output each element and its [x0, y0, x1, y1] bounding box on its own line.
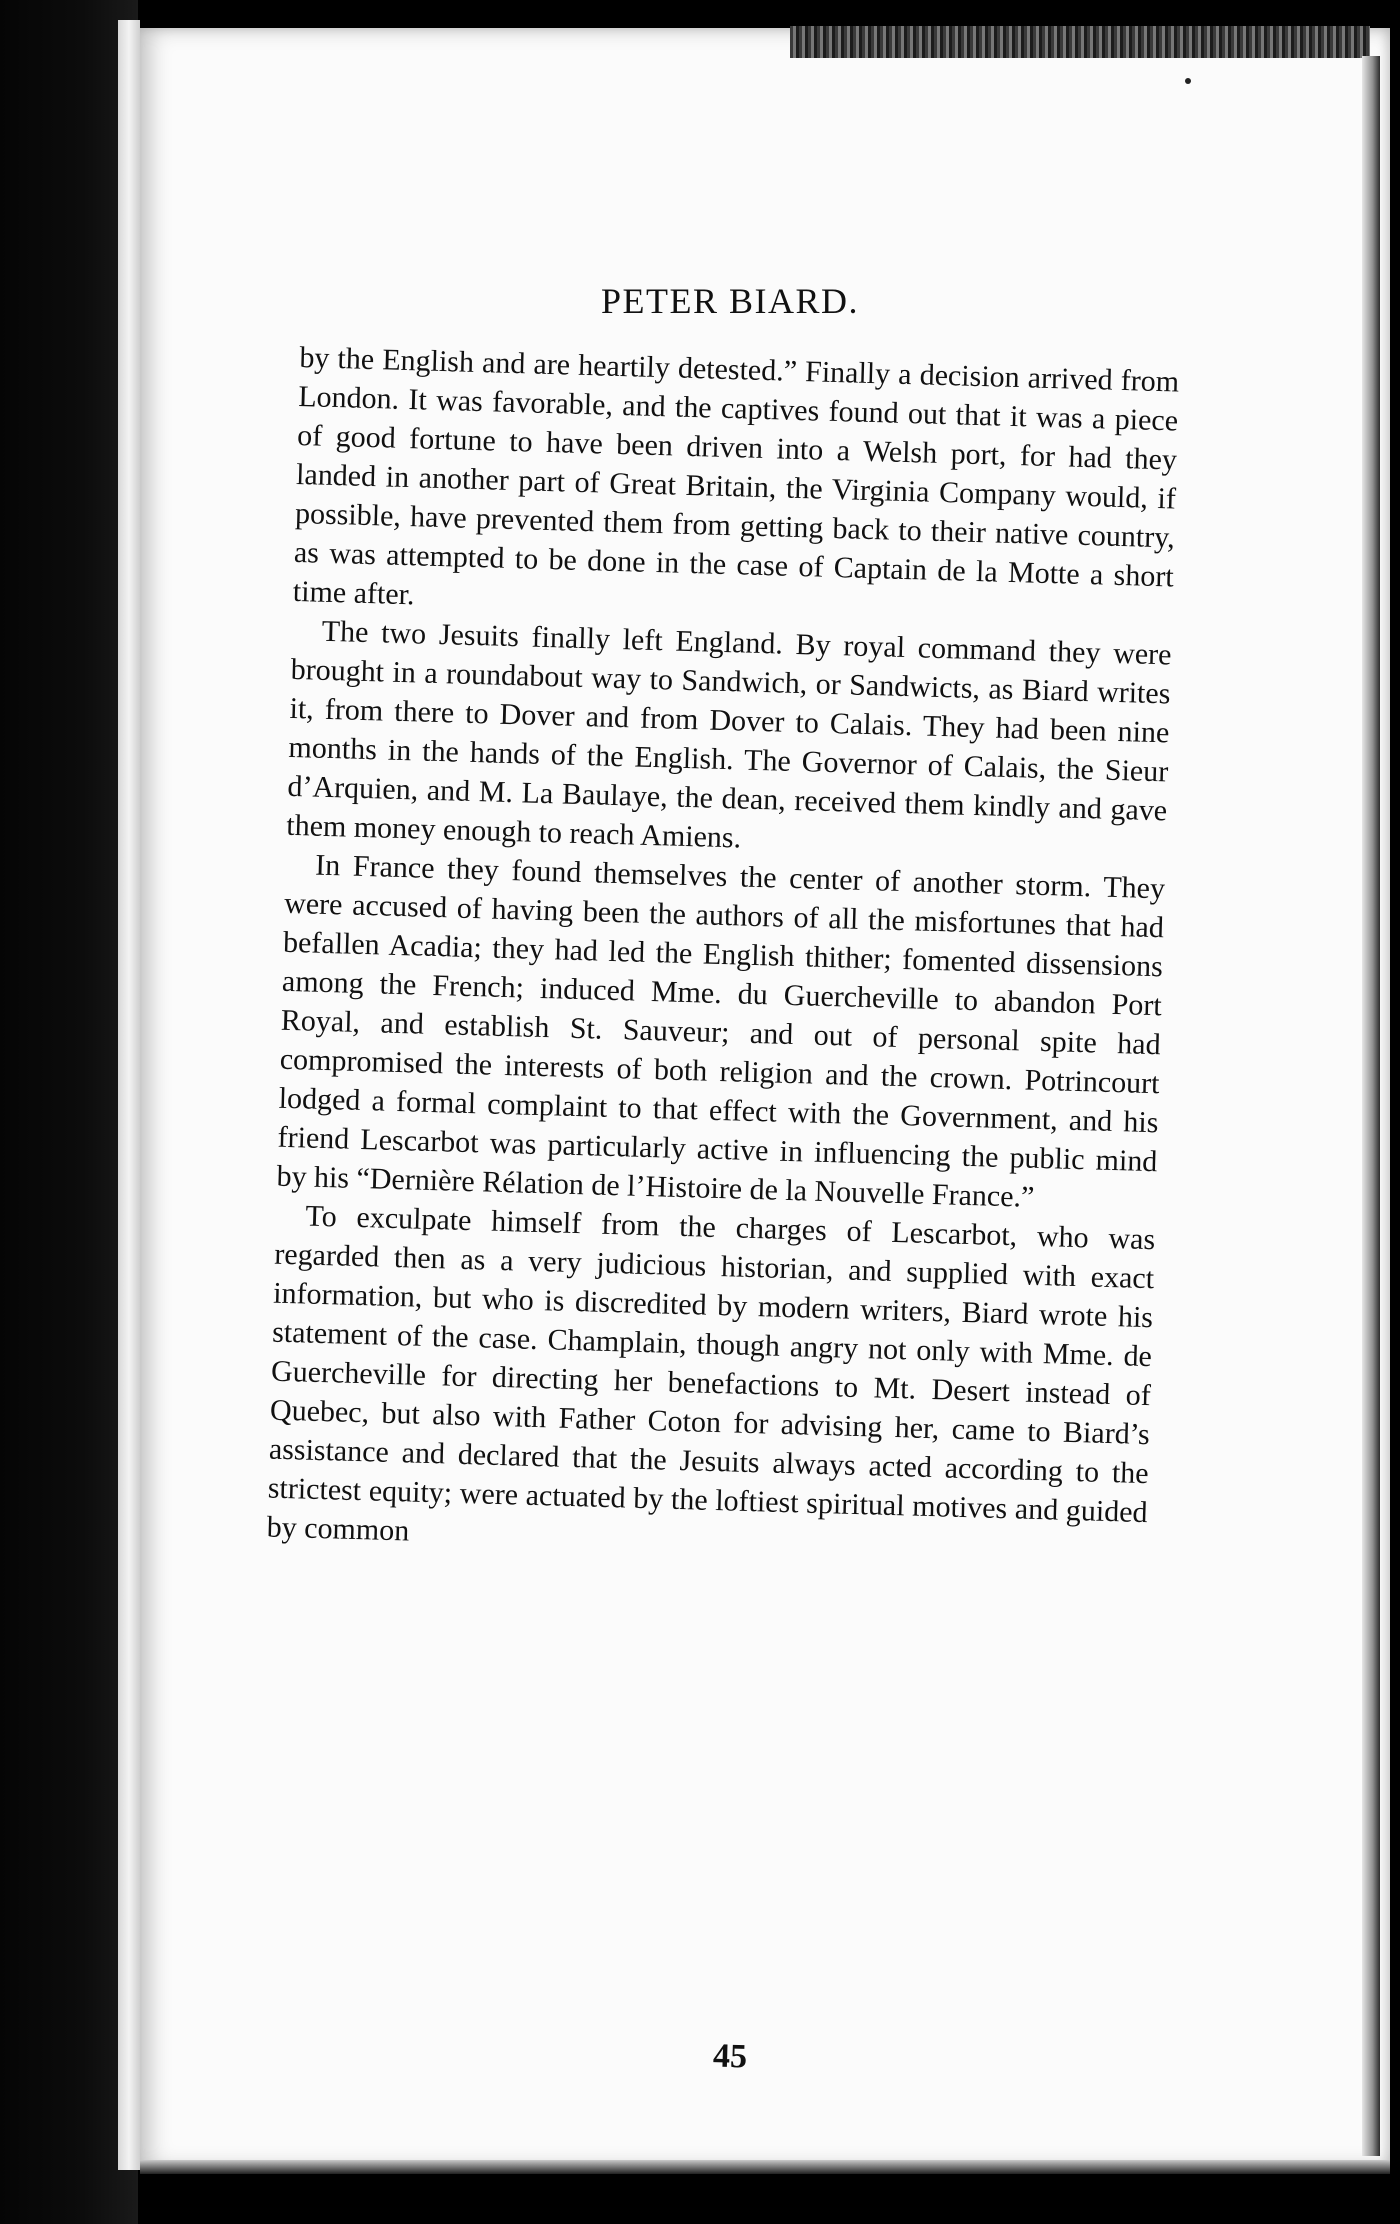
page-fore-edge [1362, 56, 1380, 2156]
facing-page-edge [118, 20, 140, 2170]
scan-top-border [790, 26, 1370, 58]
body-text [266, 338, 1179, 1571]
page-bottom-edge [140, 2160, 1390, 2174]
page-number: 45 [712, 2037, 748, 2076]
paragraph: by the English and are heartily detested.” Finally a decision arrived from London. It was favorable, and the captives found out that it was a piece of good fortune to have been driven into a Welsh port, for had they landed in another part of Great Britain, the Virginia Company would, if possible, have prevented them from getting back to their native country, as was attempted to be done in the case of Captain de la Motte a short time after. [292, 340, 1180, 612]
running-head: PETER BIARD. [600, 281, 859, 321]
paragraph: To exculpate himself from the charges of Lescarbot, who was regarded then as a very judicious historian, and supplied with exact information, but who is discredited by modern writers, Biard wrote his statement of the case. Champlain, though angry not only with Mme. de Guercheville for directing her benefactions to Mt. Desert instead of Quebec, but also with Father Coton for advising her, came to Biard’s assistance and declared that the Jesuits always acted according to the strictest equity; were actuated by the loftiest spiritual motives and guided by common [266, 1199, 1156, 1548]
paragraph: The two Jesuits finally left England. By royal command they were brought in a roundabout way to Sandwich, or Sandwicts, as Biard writes it, from there to Dover and from Dover to Calais. They had been nine months in the hands of the English. The Governor of Calais, the Sieur d’Arquien, and M. La Baulaye, the dean, received them kindly and gave them money enough to reach Amiens. [285, 614, 1172, 855]
paragraph: In France they found themselves the center of another storm. They were accused of having been the authors of all the misfortunes that had befallen Acadia; they had led the English thither; fomented dissensions among the French; induced Mme. du Guercheville to abandon Port Royal, and establish St. Sauveur; and out of personal spite had compromised the interests of both religion and the crown. Potrincourt lodged a formal complaint to that effect with the Government, and his friend Lescarbot was particularly active in influencing the public mind by his “Dernière Rélation de l’Histoire de la Nouvelle France.” [276, 848, 1166, 1214]
speck-mark [1185, 78, 1191, 84]
